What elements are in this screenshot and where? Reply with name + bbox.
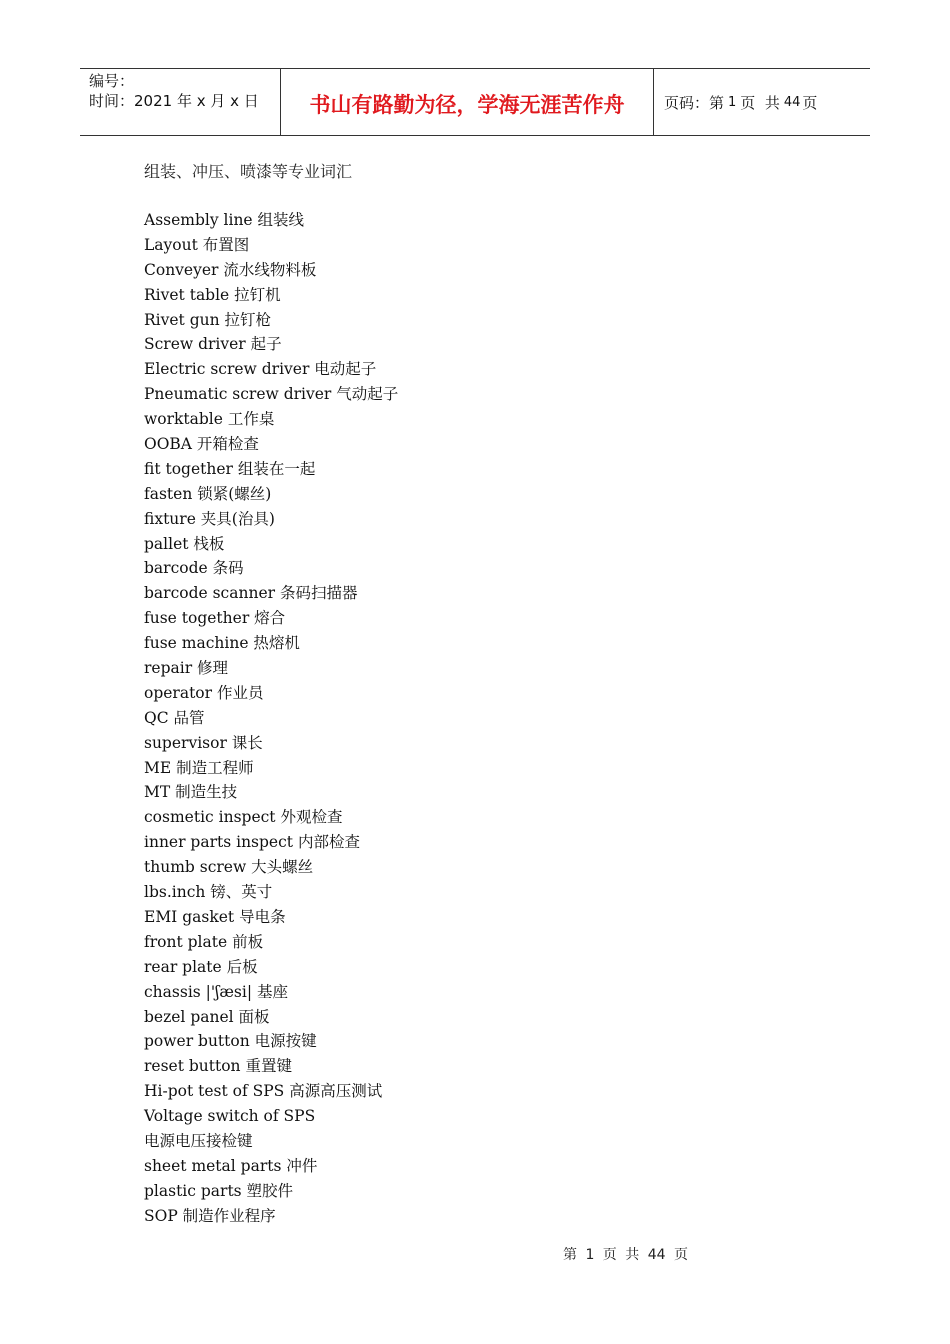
time-label: 时间：2021 年 x 月 x 日 [89, 92, 259, 110]
term-item: plastic parts 塑胶件 [144, 1181, 294, 1200]
page-prefix: 页码：第 [664, 93, 725, 112]
page-footer: 第 1 页 共 44 页 [563, 1247, 688, 1263]
term-item: chassis |'ʃæsi| 基座 [144, 982, 288, 1001]
term-item: power button 电源按键 [144, 1032, 317, 1051]
page-header [80, 68, 870, 136]
term-item: barcode scanner 条码扫描器 [144, 584, 358, 603]
term-item: inner parts inspect 内部检查 [144, 833, 360, 852]
term-item: sheet metal parts 冲件 [144, 1156, 318, 1175]
page-mid: 页 共 [740, 93, 780, 112]
term-item: front plate 前板 [144, 932, 264, 951]
header-meta [80, 69, 281, 135]
term-item: reset button 重置键 [144, 1057, 292, 1076]
header-page-info [654, 69, 870, 135]
term-item: Rivet table 拉钉机 [144, 285, 281, 304]
term-item: Screw driver 起子 [144, 335, 282, 354]
term-item: fuse machine 热熔机 [144, 634, 300, 653]
term-item: QC 品管 [144, 708, 205, 727]
term-item: Rivet gun 拉钉枪 [144, 310, 272, 329]
term-item: fasten 锁紧(螺丝) [144, 484, 272, 503]
term-item: barcode 条码 [144, 559, 244, 578]
term-item: EMI gasket 导电条 [144, 907, 286, 926]
term-item: Assembly line 组装线 [144, 211, 305, 229]
term-item: MT 制造生技 [144, 783, 238, 802]
term-item: worktable 工作桌 [144, 410, 275, 429]
page-suffix: 页 [802, 93, 818, 112]
term-item: supervisor 课长 [144, 733, 263, 752]
number-label: 编号： [89, 72, 135, 90]
term-item: Pneumatic screw driver 气动起子 [144, 385, 399, 404]
term-item: operator 作业员 [144, 683, 264, 702]
term-item: Conveyer 流水线物料板 [144, 260, 317, 279]
term-item: Voltage switch of SPS [144, 1107, 316, 1126]
term-item: fuse together 熔合 [144, 609, 286, 628]
header-motto: 书山有路勤为径，学海无涯苦作舟 [281, 69, 654, 135]
document-title: 组装、冲压、喷漆等专业词汇 [144, 162, 353, 181]
term-item: bezel panel 面板 [144, 1007, 270, 1026]
term-item: Electric screw driver 电动起子 [144, 360, 377, 379]
term-item: fixture 夹具(治具) [144, 509, 275, 528]
term-item: OOBA 开箱检查 [144, 435, 259, 454]
term-item: fit together 组装在一起 [144, 459, 316, 478]
term-item: cosmetic inspect 外观检查 [144, 808, 343, 827]
term-item: ME 制造工程师 [144, 758, 254, 777]
term-item: thumb screw 大头螺丝 [144, 858, 314, 877]
term-item: 电源电压接检键 [144, 1131, 253, 1150]
page-current: 1 [728, 94, 737, 110]
vocabulary-list [144, 208, 398, 1229]
term-item: lbs.inch 镑、英寸 [144, 883, 273, 902]
term-item: SOP 制造作业程序 [144, 1206, 276, 1225]
term-item: Layout 布置图 [144, 235, 250, 254]
term-item: rear plate 后板 [144, 957, 258, 976]
term-item: pallet 栈板 [144, 534, 225, 553]
term-item: Hi-pot test of SPS 高源高压测试 [144, 1082, 383, 1101]
page-total: 44 [783, 94, 801, 110]
term-item: repair 修理 [144, 659, 229, 678]
